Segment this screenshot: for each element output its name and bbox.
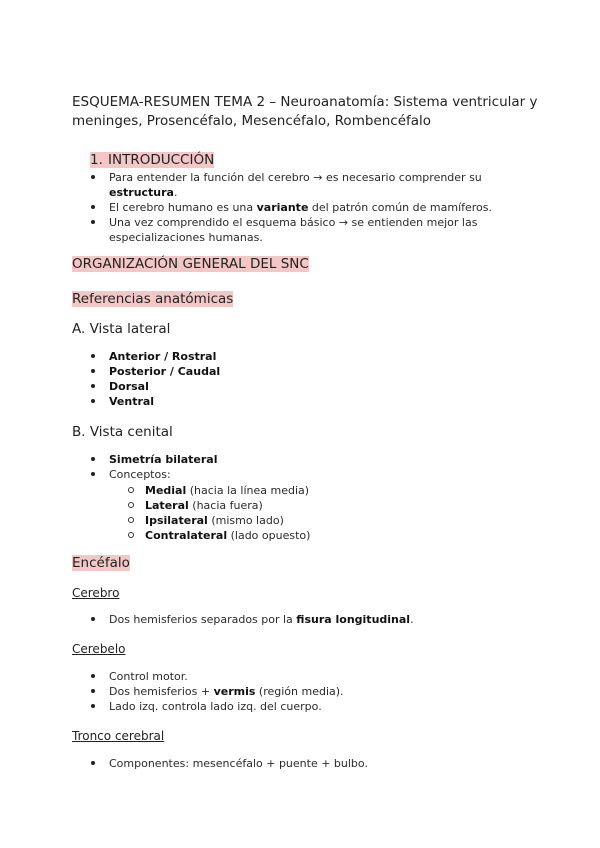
list-item-bold: Ventral [109,395,155,408]
list-item [90,349,220,364]
list-item-bold: variante [256,201,309,214]
sublist-item [127,513,310,528]
list-item [90,452,218,467]
conceptos-sublist [127,483,310,543]
list-item [90,170,510,200]
cerebelo-list [90,669,510,714]
document-title: ESQUEMA-RESUMEN TEMA 2 – Neuroanatomía: Sistema ventricular y meninges, Prosencéfalo, Mesencéfalo, Rombencéfalo [72,94,538,129]
cerebro-list [90,612,510,627]
subheading-vista-cenital: B. Vista cenital [72,424,173,440]
list-item-text: Dos hemisferios + [109,685,214,698]
intro-heading [90,151,214,169]
list-item [90,467,218,482]
section-heading-text: Encéfalo [72,555,130,571]
vista-cenital-list [90,452,218,482]
intro-heading-highlight [90,152,214,168]
list-item-text: El cerebro humano es una [109,201,257,214]
list-item [90,379,220,394]
list-item-bold: Posterior / Caudal [109,365,221,378]
intro-number: 1. [90,152,103,168]
list-item-bold: estructura [109,186,174,199]
list-item [90,699,510,714]
list-item-text: Conceptos: [109,468,171,481]
vista-lateral-list [90,349,220,409]
list-item [90,669,510,684]
list-item-text: Dos hemisferios separados por la [109,613,297,626]
intro-heading-text: INTRODUCCIÓN [108,152,215,168]
list-item-text: Una vez comprendido el esquema básico → se entienden mejor las especializaciones humanas. [109,216,478,244]
sublist-item-bold: Lateral [145,499,189,512]
section-heading-referencias [72,290,233,308]
list-item-bold: fisura longitudinal [296,613,411,626]
tronco-list [90,756,510,771]
list-item-bold: vermis [213,685,256,698]
list-item [90,394,220,409]
list-item-text: (región media). [255,685,344,698]
list-item [90,684,510,699]
sublist-item-bold: Ipsilateral [145,514,208,527]
sublist-item-text: (hacia fuera) [188,499,263,512]
list-item-bold: Dorsal [109,380,149,393]
list-item-text: . [410,613,414,626]
subheading-cerebelo: Cerebelo [72,642,126,656]
list-item-bold: Simetría bilateral [109,453,218,466]
list-item-text: Para entender la función del cerebro → es necesario comprender su [109,171,482,184]
sublist-item [127,483,310,498]
list-item-bold: Anterior / Rostral [109,350,217,363]
list-item [90,756,510,771]
sublist-item [127,528,310,543]
list-item-text: Componentes: mesencéfalo + puente + bulbo. [109,757,368,770]
intro-list [90,170,510,245]
list-item [90,200,510,215]
section-heading-text: Referencias anatómicas [72,291,234,307]
sublist-item-text: (hacia la línea media) [186,484,310,497]
subheading-vista-lateral: A. Vista lateral [72,321,171,337]
section-heading-encefalo [72,554,130,572]
list-item [90,364,220,379]
list-item-text: del patrón común de mamíferos. [308,201,493,214]
list-item [90,215,510,245]
subheading-tronco-cerebral: Tronco cerebral [72,729,165,743]
sublist-item-text: (mismo lado) [207,514,284,527]
list-item-text: Control motor. [109,670,188,683]
list-item-text: Lado izq. controla lado izq. del cuerpo. [109,700,322,713]
sublist-item-bold: Medial [145,484,187,497]
subheading-cerebro: Cerebro [72,586,120,600]
sublist-item-text: (lado opuesto) [227,529,311,542]
list-item-text: . [173,186,178,199]
section-heading-organizacion [72,255,309,273]
section-heading-text: ORGANIZACIÓN GENERAL DEL SNC [72,256,309,272]
sublist-item-bold: Contralateral [145,529,228,542]
list-item [90,612,510,627]
sublist-item [127,498,310,513]
